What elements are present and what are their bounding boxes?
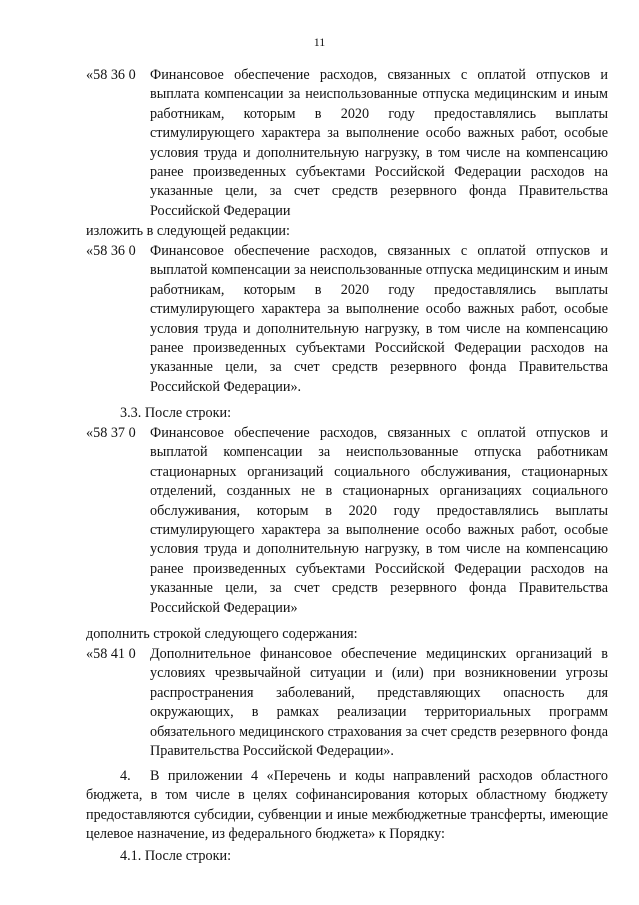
budget-code-description: Дополнительное финансовое обеспечение медицинских организаций в условиях чрезвычайной ситуации и (или) при возникновении угрозы распространения заболеваний, представляющих опасность для окружающих, в рамках реализации территориальных программ обязательного медицинского страхования за счет средств резервного фонда Правительства Российской Федерации». (150, 646, 608, 760)
budget-code-description: Финансовое обеспечение расходов, связанных с оплатой отпусков и выплатой компенсации за неиспользованные отпуска медицинским и иным работникам, которым в 2020 году предоставлялись выплаты стимулирующего характера за выполнение особо важных работ, особые условия труда и дополнительную нагрузку, в том числе на компенсацию ранее произведенных субъектами Российской Федерации расходов на указанные цели, за счет средств резервного фонда Правительства Российской Федерации». (150, 243, 608, 395)
budget-code-description: Финансовое обеспечение расходов, связанных с оплатой отпусков и выплата компенсации за неиспользованные отпуска медицинским и иным работникам, которым в 2020 году предоставлялись выплаты стимулирующего характера за выполнение особо важных работ, особые условия труда и дополнительную нагрузку, в том числе на компенсацию ранее произведенных субъектами Российской Федерации расходов на указанные цели, за счет средств резервного фонда Правительства Российской Федерации (150, 67, 608, 219)
budget-code: «58 41 0 (86, 646, 136, 662)
item-4-number: 4. (120, 768, 131, 784)
item-4-paragraph (86, 767, 608, 845)
budget-code-entry (86, 66, 608, 221)
budget-code-entry (86, 645, 608, 761)
budget-code-entry (86, 242, 608, 397)
connector-text: изложить в следующей редакции: (86, 223, 290, 239)
budget-code: «58 36 0 (86, 67, 136, 83)
page-number: 11 (313, 35, 326, 49)
item-4-1-label: 4.1. После строки: (120, 848, 232, 864)
budget-code: «58 36 0 (86, 243, 136, 259)
budget-code-entry (86, 424, 608, 618)
budget-code: «58 37 0 (86, 425, 136, 441)
budget-code-description: Финансовое обеспечение расходов, связанных с оплатой отпусков и выплатой компенсации за неиспользованные отпуска работникам стационарных организаций социального обслуживания, стационарных отделений, созданных не в стационарных организациях социального обслуживания, которым в 2020 году предоставлялись выплаты стимулирующего характера за выполнение особо важных работ, особые условия труда и дополнительную нагрузку, в том числе на компенсацию ранее произведенных субъектами Российской Федерации расходов на указанные цели, за счет средств резервного фонда Правительства Российской Федерации» (150, 425, 608, 616)
connector-text: дополнить строкой следующего содержания: (86, 626, 358, 642)
item-3-3-label: 3.3. После строки: (120, 405, 232, 421)
item-4-text: В приложении 4 «Перечень и коды направлений расходов областного бюджета, в том числе в целях софинансирования которых областному бюджету предоставляются субсидии, субвенции и иные межбюджетные трансферты, имеющие целевое назначение, из федерального бюджета» к Порядку: (86, 768, 608, 843)
